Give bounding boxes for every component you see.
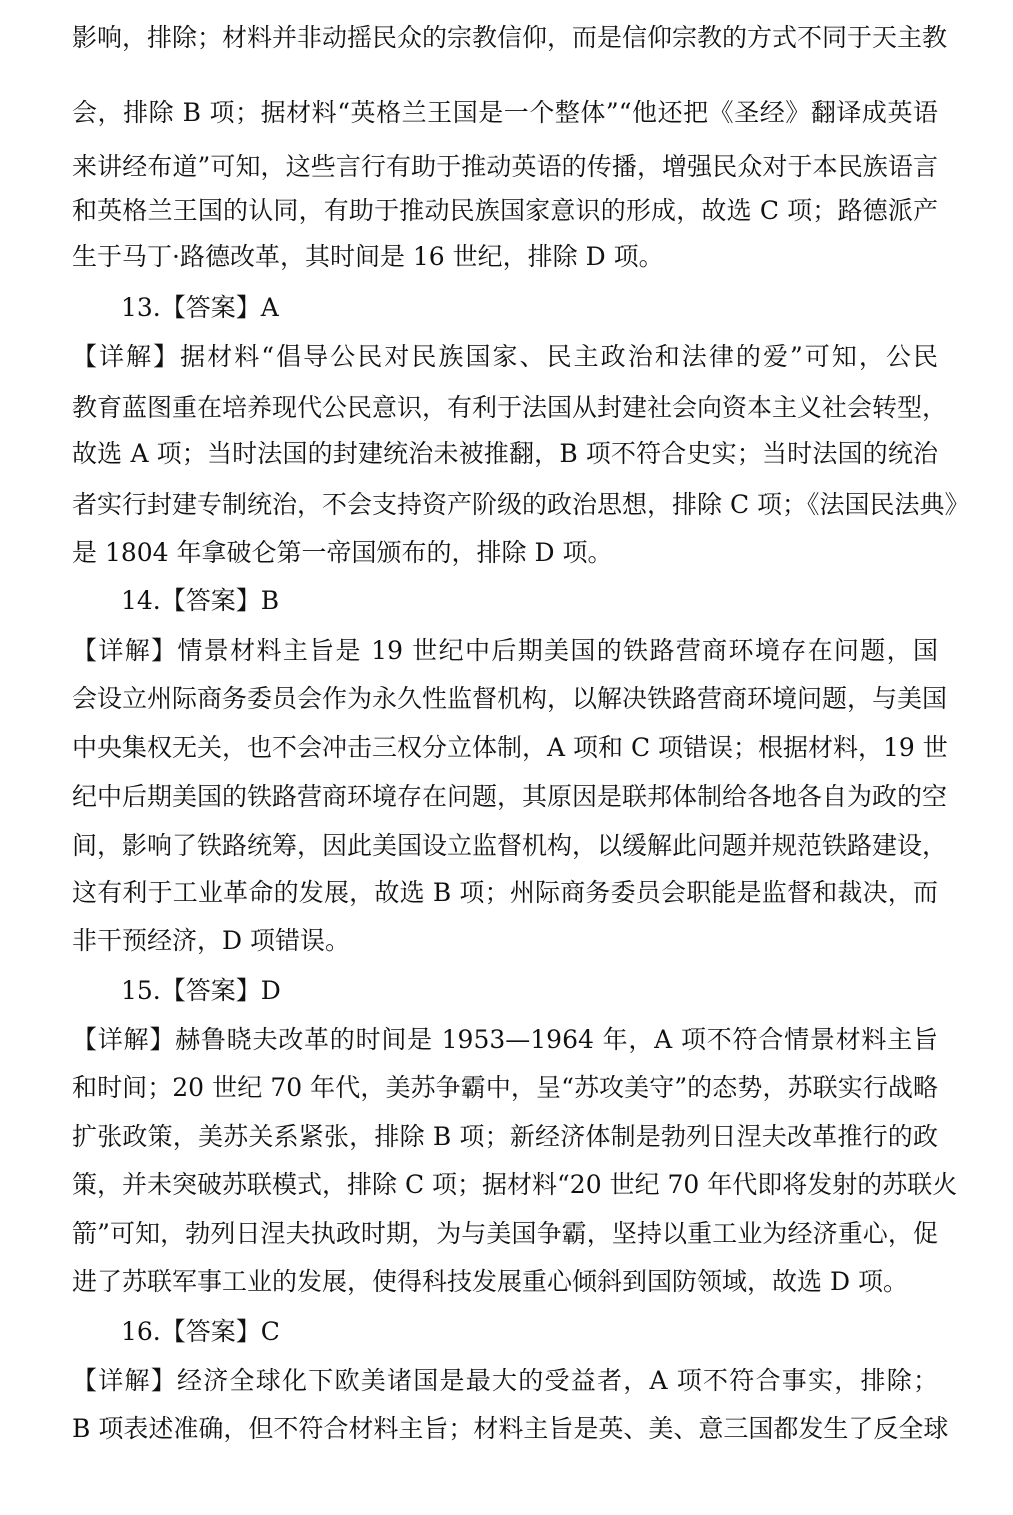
text-line: 间，影响了铁路统筹，因此美国设立监督机构，以缓解此问题并规范铁路建设，	[72, 831, 948, 860]
text-line: 者实行封建专制统治，不会支持资产阶级的政治思想，排除 C 项；《法国民法典》	[72, 490, 970, 519]
text-line: 会设立州际商务委员会作为永久性监督机构，以解决铁路营商环境问题，与美国	[72, 684, 948, 713]
text-line: 会，排除 B 项；据材料“英格兰王国是一个整体”“他还把《圣经》翻译成英语	[72, 98, 938, 127]
text-line: 和英格兰王国的认同，有助于推动民族国家意识的形成，故选 C 项；路德派产	[72, 196, 938, 225]
text-line: 【详解】赫鲁晓夫改革的时间是 1953—1964 年，A 项不符合情景材料主旨	[72, 1025, 938, 1054]
text-line: 中央集权无关，也不会冲击三权分立体制，A 项和 C 项错误；根据材料，19 世	[72, 733, 948, 762]
text-line: 箭”可知，勃列日涅夫执政时期，为与美国争霸，坚持以重工业为经济重心，促	[72, 1219, 938, 1248]
answer-heading: 16.【答案】C	[121, 1317, 280, 1346]
text-line: 【详解】据材料“倡导公民对民族国家、民主政治和法律的爱”可知，公民	[72, 342, 938, 371]
text-line: 教育蓝图重在培养现代公民意识，有利于法国从封建社会向资本主义社会转型，	[72, 393, 948, 422]
text-line: 【详解】情景材料主旨是 19 世纪中后期美国的铁路营商环境存在问题，国	[72, 636, 938, 665]
text-line: B 项表述准确，但不符合材料主旨；材料主旨是英、美、意三国都发生了反全球	[72, 1414, 949, 1443]
text-line: 影响，排除；材料并非动摇民众的宗教信仰，而是信仰宗教的方式不同于天主教	[72, 23, 948, 52]
text-line: 【详解】经济全球化下欧美诸国是最大的受益者，A 项不符合事实，排除；	[72, 1366, 938, 1395]
text-line: 生于马丁·路德改革，其时间是 16 世纪，排除 D 项。	[72, 242, 664, 271]
text-line: 扩张政策，美苏关系紧张，排除 B 项；新经济体制是勃列日涅夫改革推行的政	[72, 1122, 938, 1151]
answer-heading: 13.【答案】A	[121, 293, 279, 322]
answer-heading: 15.【答案】D	[121, 976, 281, 1005]
text-line: 纪中后期美国的铁路营商环境存在问题，其原因是联邦体制给各地各自为政的空	[72, 782, 948, 811]
text-line: 是 1804 年拿破仑第一帝国颁布的，排除 D 项。	[72, 538, 613, 567]
text-line: 这有利于工业革命的发展，故选 B 项；州际商务委员会职能是监督和裁决，而	[72, 878, 938, 907]
answer-heading: 14.【答案】B	[121, 586, 280, 615]
text-line: 来讲经布道”可知，这些言行有助于推动英语的传播，增强民众对于本民族语言	[72, 152, 938, 181]
text-line: 策，并未突破苏联模式，排除 C 项；据材料“20 世纪 70 年代即将发射的苏联火	[72, 1170, 958, 1199]
text-line: 和时间；20 世纪 70 年代，美苏争霸中，呈“苏攻美守”的态势，苏联实行战略	[72, 1073, 938, 1102]
text-line: 故选 A 项；当时法国的封建统治未被推翻，B 项不符合史实；当时法国的统治	[72, 439, 938, 468]
text-line: 进了苏联军事工业的发展，使得科技发展重心倾斜到国防领域，故选 D 项。	[72, 1267, 908, 1296]
text-line: 非干预经济，D 项错误。	[72, 926, 350, 955]
